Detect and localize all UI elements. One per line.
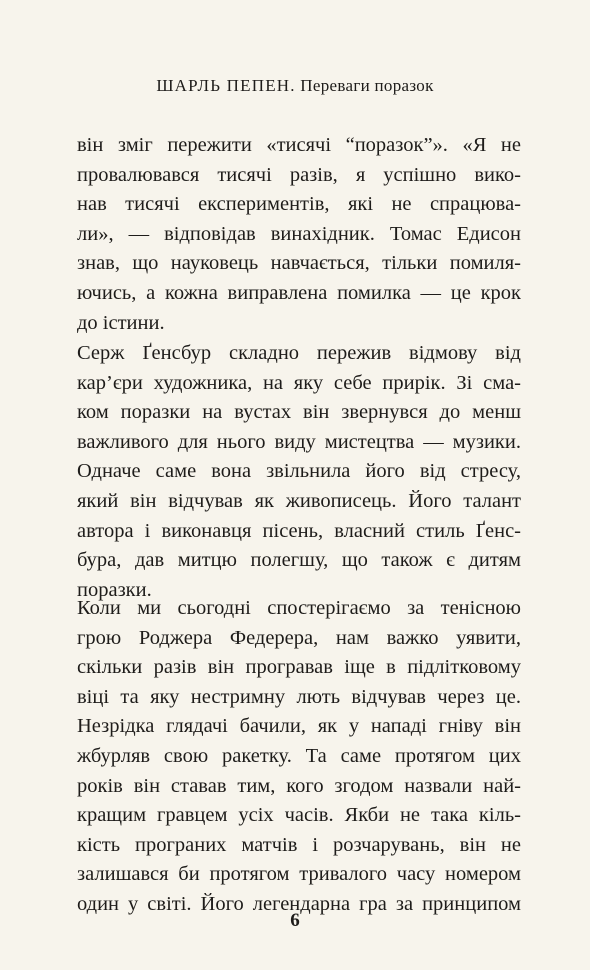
text-line: Серж Ґенсбур складно пережив відмову від [77,342,521,364]
text-line: знав, що науковець навчається, тільки помиля- [77,252,521,275]
page-number: 6 [290,910,300,931]
paragraph-federer [77,594,521,920]
text-line: кар’єри художника, на яку себе прирік. Зі сма- [77,371,521,394]
paragraph-gainsbourg [77,339,521,605]
text-line: ючись, а кожна виправлена помилка — це крок [77,281,521,304]
text-line: залишався би протягом тривалого часу номером [77,863,521,886]
text-line: Незрідка глядачі бачили, як у нападі гніву він [77,715,521,738]
text-line: скільки разів він програвав іще в підлітковому [77,656,521,679]
text-line: ком поразки на вустах він звернувся до менш [77,401,521,424]
text-line: автора і виконавця пісень, власний стиль Ґенс- [77,519,521,542]
text-line: до істини. [77,311,165,334]
text-line: провалювався тисячі разів, я успішно вико- [77,163,521,186]
text-line: важливого для нього виду мистецтва — музики. [77,430,521,453]
text-line: ли», — відповідав винахідник. Томас Едисон [77,222,521,245]
text-line: грою Роджера Федерера, нам важко уявити, [77,626,521,649]
text-line: нав тисячі експериментів, які не спрацюва- [77,193,521,216]
paragraph-edison [77,131,521,338]
text-line: він зміг пережити «тисячі “поразок”». «Я не [77,134,521,156]
text-line: Коли ми сьогодні спостерігаємо за тенісною [77,597,521,619]
text-line: один у світі. Його легендарна гра за принципом [77,892,521,915]
text-line: років він ставав тим, кого згодом назвали най- [77,774,521,797]
text-line: жбурляв свою ракетку. Та саме протягом цих [77,744,521,767]
text-line: віці та яку нестримну лють відчував через це. [77,685,521,708]
text-line: бура, дав митцю полегшу, що також є дитям [77,549,521,572]
running-header-title: Переваги поразок [300,76,434,95]
text-line: поразки. [77,578,152,601]
running-header-author: ШАРЛЬ ПЕПЕН. [156,76,296,95]
text-line: кращим гравцем усіх часів. Якби не така кіль- [77,804,521,827]
text-line: який він відчував як живописець. Його талант [77,489,521,512]
text-line: кість програних матчів і розчарувань, він не [77,833,521,856]
running-header [0,76,590,96]
text-line: Одначе саме вона звільнила його від стресу, [77,460,521,483]
